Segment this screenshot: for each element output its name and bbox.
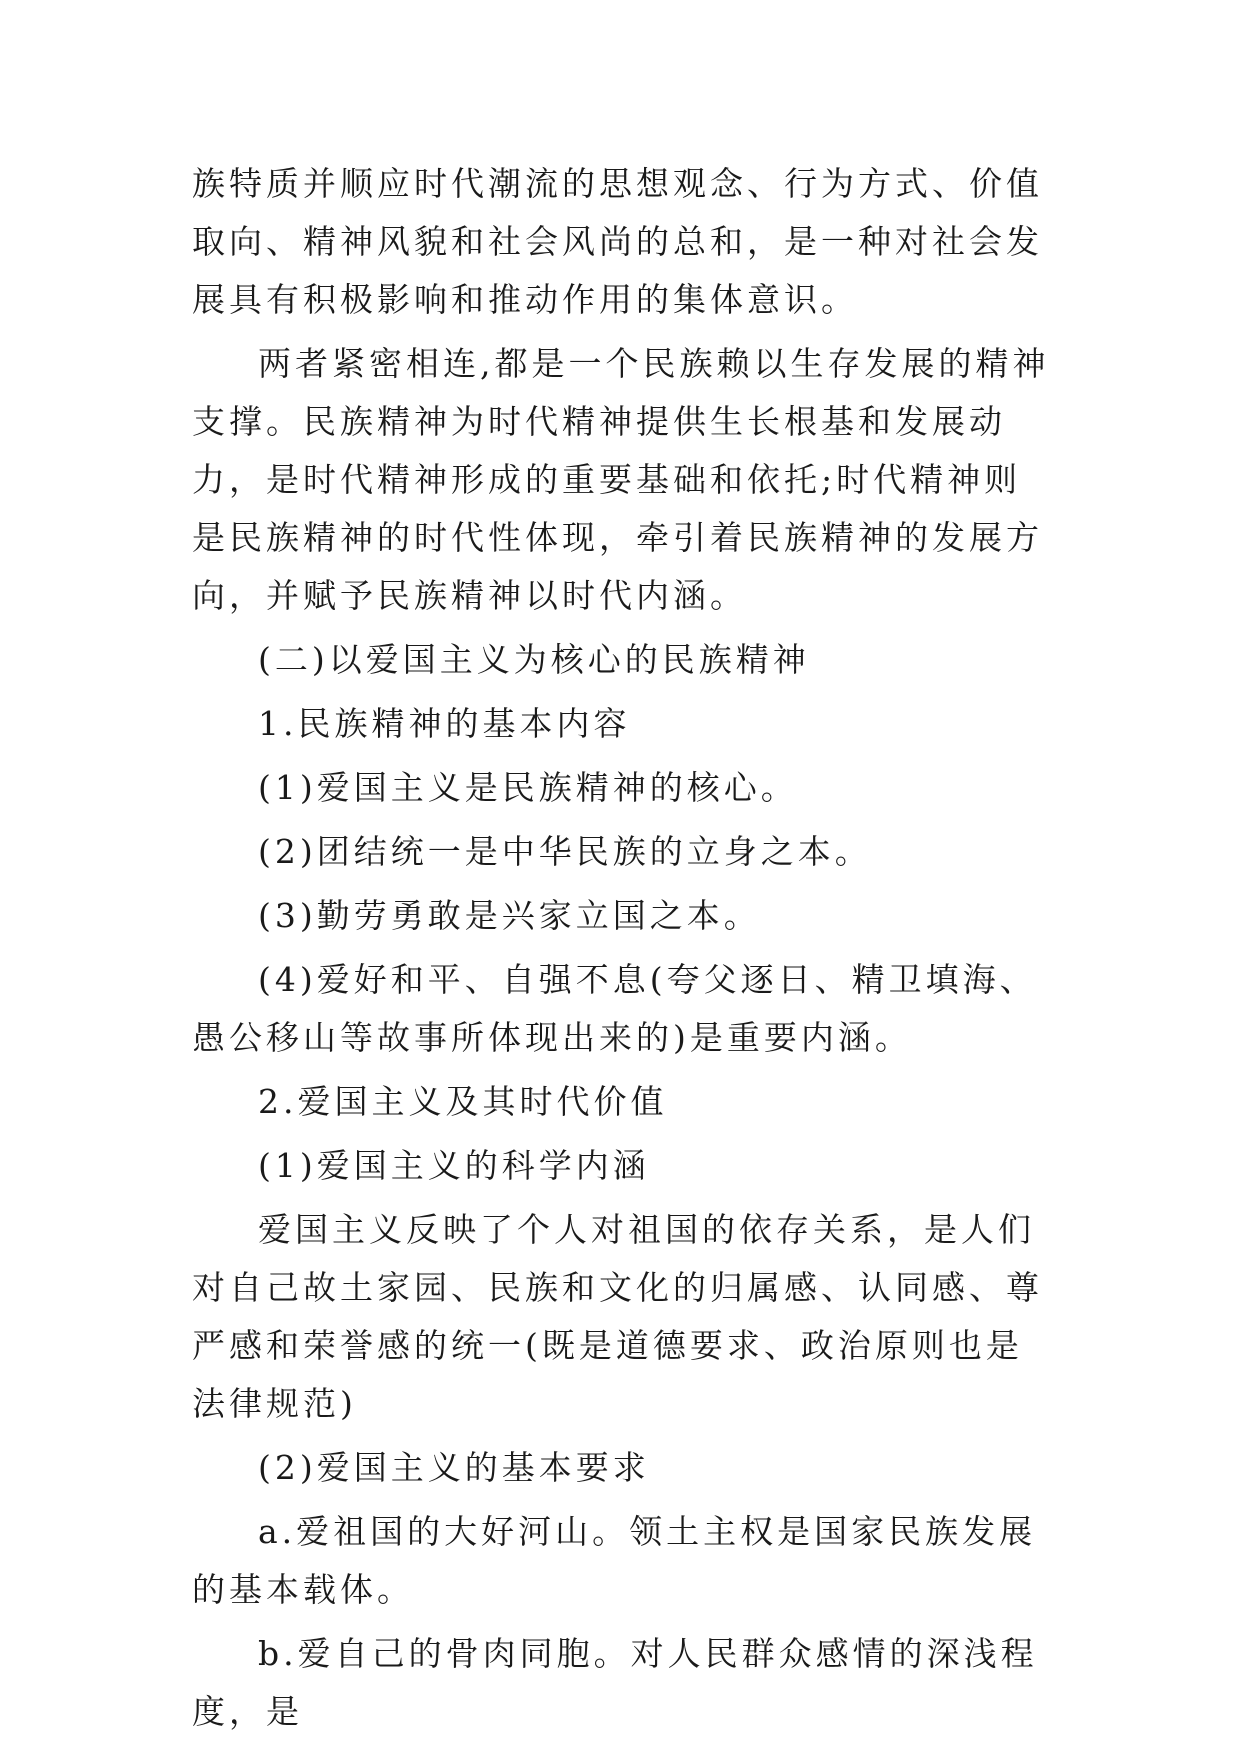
list-item: (2)团结统一是中华民族的立身之本。 [258, 832, 872, 871]
subsection-heading: 1.民族精神的基本内容 [258, 704, 631, 743]
list-item: (2)爱国主义的基本要求 [258, 1448, 650, 1487]
document-body [192, 155, 1052, 1741]
list-item: (1)爱国主义的科学内涵 [258, 1146, 650, 1185]
paragraph-relationship: 两者紧密相连,都是一个民族赖以生存发展的精神支撑。民族精神为时代精神提供生长根基和发展动力，是时代精神形成的重要基础和依托;时代精神则是民族精神的时代性体现，牵引着民族精神的发展方向，并赋予民族精神以时代内涵。 [192, 344, 1050, 615]
list-item: (1)爱国主义是民族精神的核心。 [258, 768, 798, 807]
paragraph-definition: 爱国主义反映了个人对祖国的依存关系，是人们对自己故土家园、民族和文化的归属感、认同感、尊严感和荣誉感的统一(既是道德要求、政治原则也是法律规范) [192, 1210, 1043, 1423]
list-item: (3)勤劳勇敢是兴家立国之本。 [258, 896, 761, 935]
paragraph-continued: 族特质并顺应时代潮流的思想观念、行为方式、价值取向、精神风貌和社会风尚的总和，是一种对社会发展具有积极影响和推动作用的集体意识。 [192, 164, 1043, 319]
subsection-heading: 2.爱国主义及其时代价值 [258, 1082, 668, 1121]
list-item: a.爱祖国的大好河山。领土主权是国家民族发展的基本载体。 [192, 1512, 1037, 1609]
list-item: (4)爱好和平、自强不息(夸父逐日、精卫填海、愚公移山等故事所体现出来的)是重要内涵。 [192, 960, 1037, 1057]
list-item: b.爱自己的骨肉同胞。对人民群众感情的深浅程度，是 [192, 1634, 1038, 1731]
section-heading: (二)以爱国主义为核心的民族精神 [258, 640, 810, 679]
